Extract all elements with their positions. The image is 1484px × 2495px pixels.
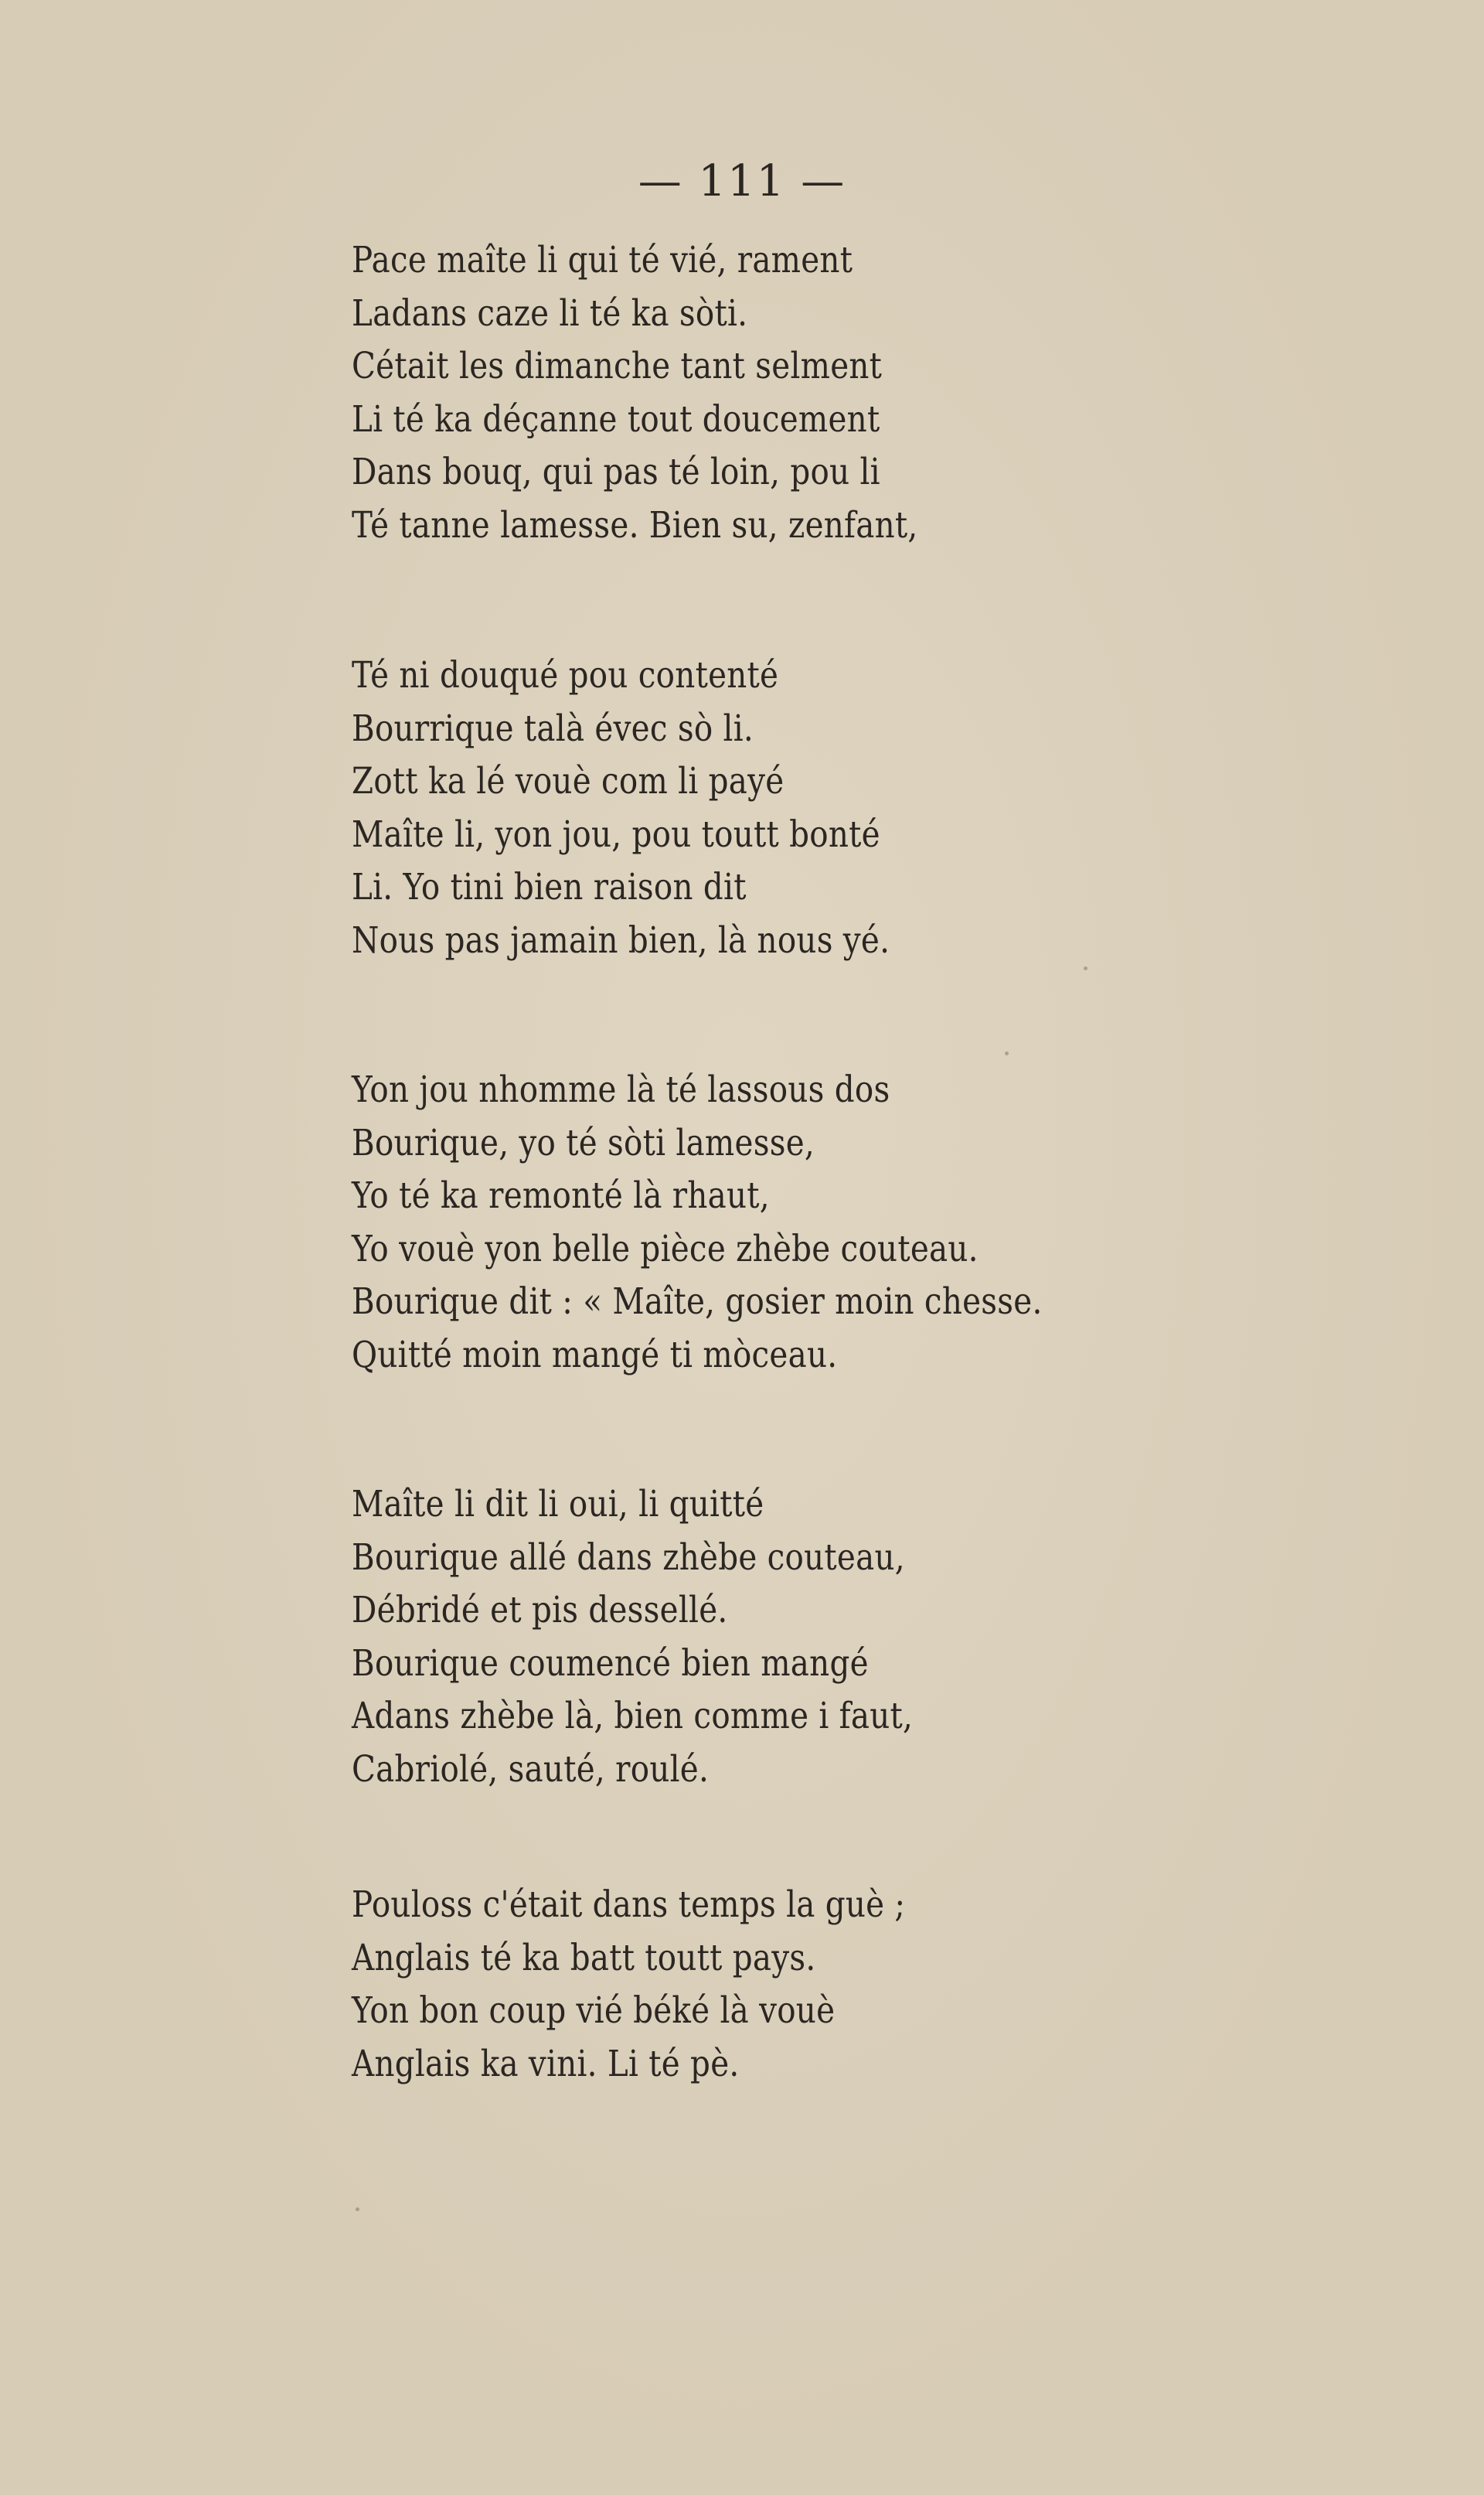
- verse-line: Yon bon coup vié béké là vouè: [352, 1989, 836, 2032]
- verse-line: Li. Yo tini bien raison dit: [352, 866, 747, 908]
- verse-line: Zott ka lé vouè com li payé: [352, 760, 785, 803]
- verse-line: Pace maîte li qui té vié, rament: [352, 239, 853, 281]
- verse-line: Bourique, yo té sòti lamesse,: [352, 1121, 815, 1164]
- verse-line: Bourrique talà évec sò li.: [352, 707, 754, 750]
- stanza-3: [352, 1064, 1125, 1382]
- verse-line: Quitté moin mangé ti mòceau.: [352, 1333, 838, 1376]
- verse-line: Li té ka déçanne tout doucement: [352, 397, 880, 441]
- paper-speck: [1005, 1052, 1009, 1055]
- stanza-1: [352, 234, 1125, 552]
- verse-line: Maîte li dit li oui, li quitté: [352, 1483, 764, 1525]
- paper-speck: [356, 2207, 359, 2211]
- verse-line: Pouloss c'était dans temps la guè ;: [352, 1883, 906, 1926]
- verse-line: Té ni douqué pou contenté: [352, 654, 779, 697]
- verse-line: Bourique dit : « Maîte, gosier moin chesse.: [352, 1280, 1043, 1323]
- verse-line: Ladans caze li té ka sòti.: [352, 291, 748, 335]
- paper-speck: [1084, 966, 1087, 970]
- stanza-4: [352, 1478, 1125, 1796]
- verse-line: Dans bouq, qui pas té loin, pou li: [352, 451, 880, 493]
- stanza-2: [352, 649, 1125, 967]
- verse-line: Bourique coumencé bien mangé: [352, 1641, 869, 1685]
- verse-line: Anglais ka vini. Li té pè.: [352, 2042, 740, 2085]
- verse-line: Yo té ka remonté là rhaut,: [352, 1174, 770, 1217]
- verse-line: Yon jou nhomme là té lassous dos: [352, 1069, 890, 1111]
- verse-line: Bourique allé dans zhèbe couteau,: [352, 1536, 905, 1579]
- verse-line: Débridé et pis dessellé.: [352, 1589, 728, 1631]
- verse-line: Maîte li, yon jou, pou toutt bonté: [352, 813, 880, 856]
- verse-line: Yo vouè yon belle pièce zhèbe couteau.: [352, 1227, 979, 1270]
- stanza-5: [352, 1879, 1125, 2091]
- verse-line: Cétait les dimanche tant selment: [352, 345, 883, 387]
- verse-line: Nous pas jamain bien, là nous yé.: [352, 919, 890, 962]
- page-number: — 111 —: [638, 156, 846, 206]
- verse-line: Cabriolé, sauté, roulé.: [352, 1747, 710, 1791]
- verse-line: Anglais té ka batt toutt pays.: [352, 1936, 816, 1979]
- verse-line: Adans zhèbe là, bien comme i faut,: [352, 1695, 914, 1737]
- verse-line: Té tanne lamesse. Bien su, zenfant,: [352, 503, 918, 547]
